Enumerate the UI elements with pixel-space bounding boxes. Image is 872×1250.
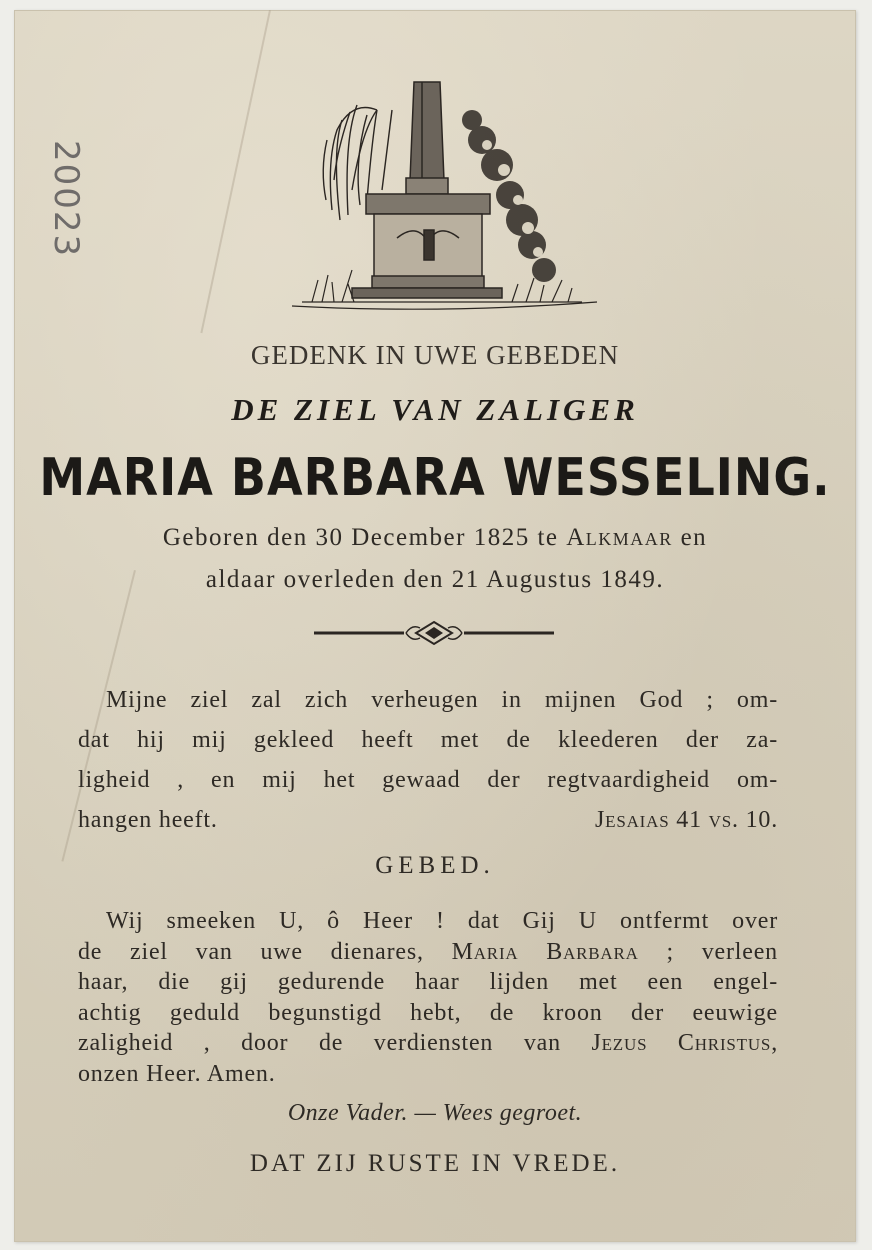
prayer-line: haar, die gij gedurende haar lijden met een engel- [78, 969, 778, 996]
prayer-title: GEBED. [375, 852, 495, 879]
birth-line [14, 524, 856, 552]
bible-verse [78, 680, 778, 840]
ornament-divider-icon [312, 616, 556, 650]
prayer-line: Wij smeeken U, ô Heer ! dat Gij U ontfermt over [106, 908, 778, 934]
verse-line: dat hij mij gekleed heeft met de kleederen der za- [78, 727, 778, 753]
prayer-line: achtig geduld begunstigd hebt, de kroon der eeuwige [78, 999, 778, 1026]
birth-text-end: en [680, 524, 708, 551]
prayer-line [78, 1028, 778, 1059]
verse-line: ligheid , en mij het gewaad der regtvaardigheid om- [78, 767, 778, 793]
header-line-remember: GEDENK IN UWE GEBEDEN [250, 340, 620, 370]
prayer-holy-name: Jezus Christus [591, 1030, 772, 1057]
birth-place: Alkmaar [566, 524, 673, 551]
prayer-line [78, 937, 778, 968]
prayer-deceased-name: Maria Barbara [451, 938, 639, 965]
deceased-name: MARIA BARBARA WESSELING. [39, 446, 831, 508]
prayer-text-fragment: zaligheid , door de verdiensten van [78, 1030, 561, 1057]
closing-prayers: Onze Vader. — Wees gegroet. [287, 1100, 583, 1126]
memorial-card [14, 10, 856, 1242]
verse-last-line [78, 800, 778, 840]
header-line-soul: DE ZIEL VAN ZALIGER [231, 392, 639, 427]
paper-crease [200, 10, 271, 333]
prayer-text-fragment: ; verleen [666, 938, 778, 965]
verse-line: Mijne ziel zal zich verheugen in mijnen God ; om- [106, 687, 778, 713]
tomb-vignette-illustration [282, 70, 602, 320]
verse-reference: Jesaias 41 vs. 10. [595, 807, 778, 833]
tomb-icon [352, 194, 502, 298]
verse-line: hangen heeft. [78, 807, 218, 833]
archive-number: 20023 [46, 140, 86, 259]
prayer-text [78, 906, 778, 1090]
prayer-last-line [78, 1059, 778, 1090]
obelisk-icon [406, 82, 448, 194]
death-line: aldaar overleden den 21 Augustus 1849. [205, 566, 665, 593]
prayer-text-fragment: de ziel van uwe dienares, [78, 938, 424, 965]
prayer-line: onzen Heer. Amen. [78, 1060, 276, 1087]
prayer-text-fragment: , [771, 1030, 778, 1057]
birth-text: Geboren den 30 December 1825 te [162, 524, 559, 551]
rest-in-peace: DAT ZIJ RUSTE IN VREDE. [249, 1150, 621, 1177]
